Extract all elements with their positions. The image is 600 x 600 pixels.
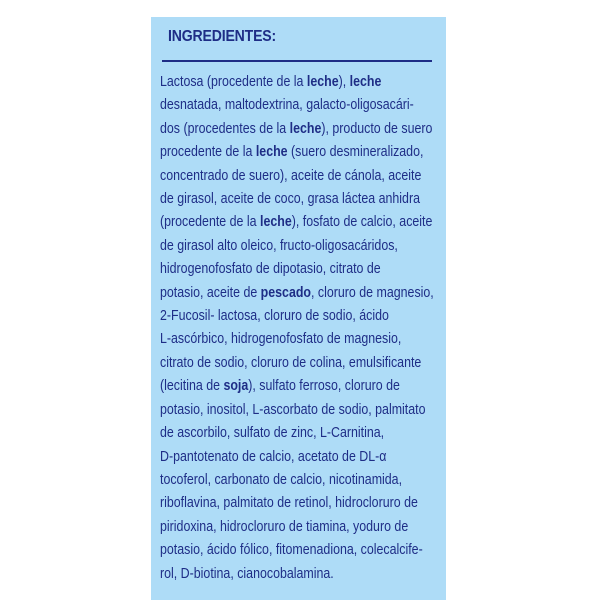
ingredient-text: (lecitina de <box>160 378 224 395</box>
ingredient-line <box>160 539 441 562</box>
ingredient-line <box>160 211 441 234</box>
ingredient-line <box>160 469 441 492</box>
ingredient-text: potasio, aceite de <box>160 284 261 301</box>
ingredient-line <box>160 399 441 422</box>
ingredient-line <box>160 235 441 258</box>
ingredients-panel <box>151 17 446 600</box>
ingredient-text: de girasol alto oleico, fructo-oligosacáridos, <box>160 237 398 254</box>
ingredient-line <box>160 118 441 141</box>
ingredient-text: citrato de sodio, cloruro de colina, emulsificante <box>160 354 422 371</box>
ingredient-text: potasio, inositol, L-ascorbato de sodio, palmitato <box>160 401 426 418</box>
ingredient-text: riboflavina, palmitato de retinol, hidrocloruro de <box>160 495 418 512</box>
ingredient-text: potasio, ácido fólico, fitomenadiona, colecalcife- <box>160 542 423 559</box>
ingredient-text: , cloruro de magnesio, <box>311 284 434 301</box>
ingredient-line <box>160 305 441 328</box>
ingredients-title: INGREDIENTES: <box>168 28 277 45</box>
ingredient-text: ), sulfato ferroso, cloruro de <box>248 378 400 395</box>
ingredient-line <box>160 165 441 188</box>
allergen-highlight: leche <box>349 74 382 90</box>
ingredient-text: concentrado de suero), aceite de cánola, aceite <box>160 167 422 184</box>
allergen-highlight: leche <box>260 214 292 231</box>
ingredient-line <box>160 563 441 586</box>
ingredient-line <box>160 422 441 445</box>
ingredient-text: desnatada, maltodextrina, galacto-oligosacári- <box>160 97 414 114</box>
ingredient-text: piridoxina, hidrocloruro de tiamina, yoduro de <box>160 518 409 535</box>
ingredient-text: procedente de la <box>160 144 256 161</box>
ingredient-text: dos (procedentes de la <box>160 120 290 137</box>
ingredient-text: D-pantotenato de calcio, acetato de DL-α <box>160 448 387 465</box>
ingredient-text: Lactosa (procedente de la <box>160 74 307 90</box>
ingredient-line <box>160 258 441 281</box>
ingredient-line <box>160 516 441 539</box>
ingredient-text: hidrogenofosfato de dipotasio, citrato de <box>160 261 381 278</box>
ingredient-line <box>160 141 441 164</box>
ingredients-list <box>160 71 441 586</box>
ingredient-line <box>160 446 441 469</box>
ingredient-text: (suero desmineralizado, <box>287 144 424 161</box>
ingredient-text: L-ascórbico, hidrogenofosfato de magnesio, <box>160 331 402 348</box>
title-divider <box>162 60 432 62</box>
ingredient-text: tocoferol, carbonato de calcio, nicotinamida, <box>160 471 403 488</box>
ingredient-line <box>160 94 441 117</box>
ingredient-line <box>160 328 441 351</box>
ingredient-text: 2-Fucosil- lactosa, cloruro de sodio, ácido <box>160 308 389 325</box>
ingredient-text: ), <box>338 74 350 90</box>
ingredient-text: ), producto de suero <box>321 120 433 137</box>
ingredient-text: de girasol, aceite de coco, grasa láctea anhidra <box>160 191 420 208</box>
ingredient-text: ), fosfato de calcio, aceite <box>291 214 433 231</box>
allergen-highlight: leche <box>255 144 288 161</box>
ingredient-text: rol, D-biotina, cianocobalamina. <box>160 565 334 582</box>
allergen-highlight: soja <box>223 378 249 395</box>
ingredient-line <box>160 352 441 375</box>
allergen-highlight: leche <box>306 74 339 90</box>
ingredient-text: (procedente de la <box>160 214 261 231</box>
ingredient-line <box>160 282 441 305</box>
ingredient-line <box>160 492 441 515</box>
ingredient-line <box>160 188 441 211</box>
ingredient-line <box>160 375 441 398</box>
allergen-highlight: leche <box>289 120 322 137</box>
allergen-highlight: pescado <box>260 284 312 301</box>
ingredient-text: de ascorbilo, sulfato de zinc, L-Carnitina, <box>160 425 385 442</box>
ingredient-line <box>160 71 441 94</box>
